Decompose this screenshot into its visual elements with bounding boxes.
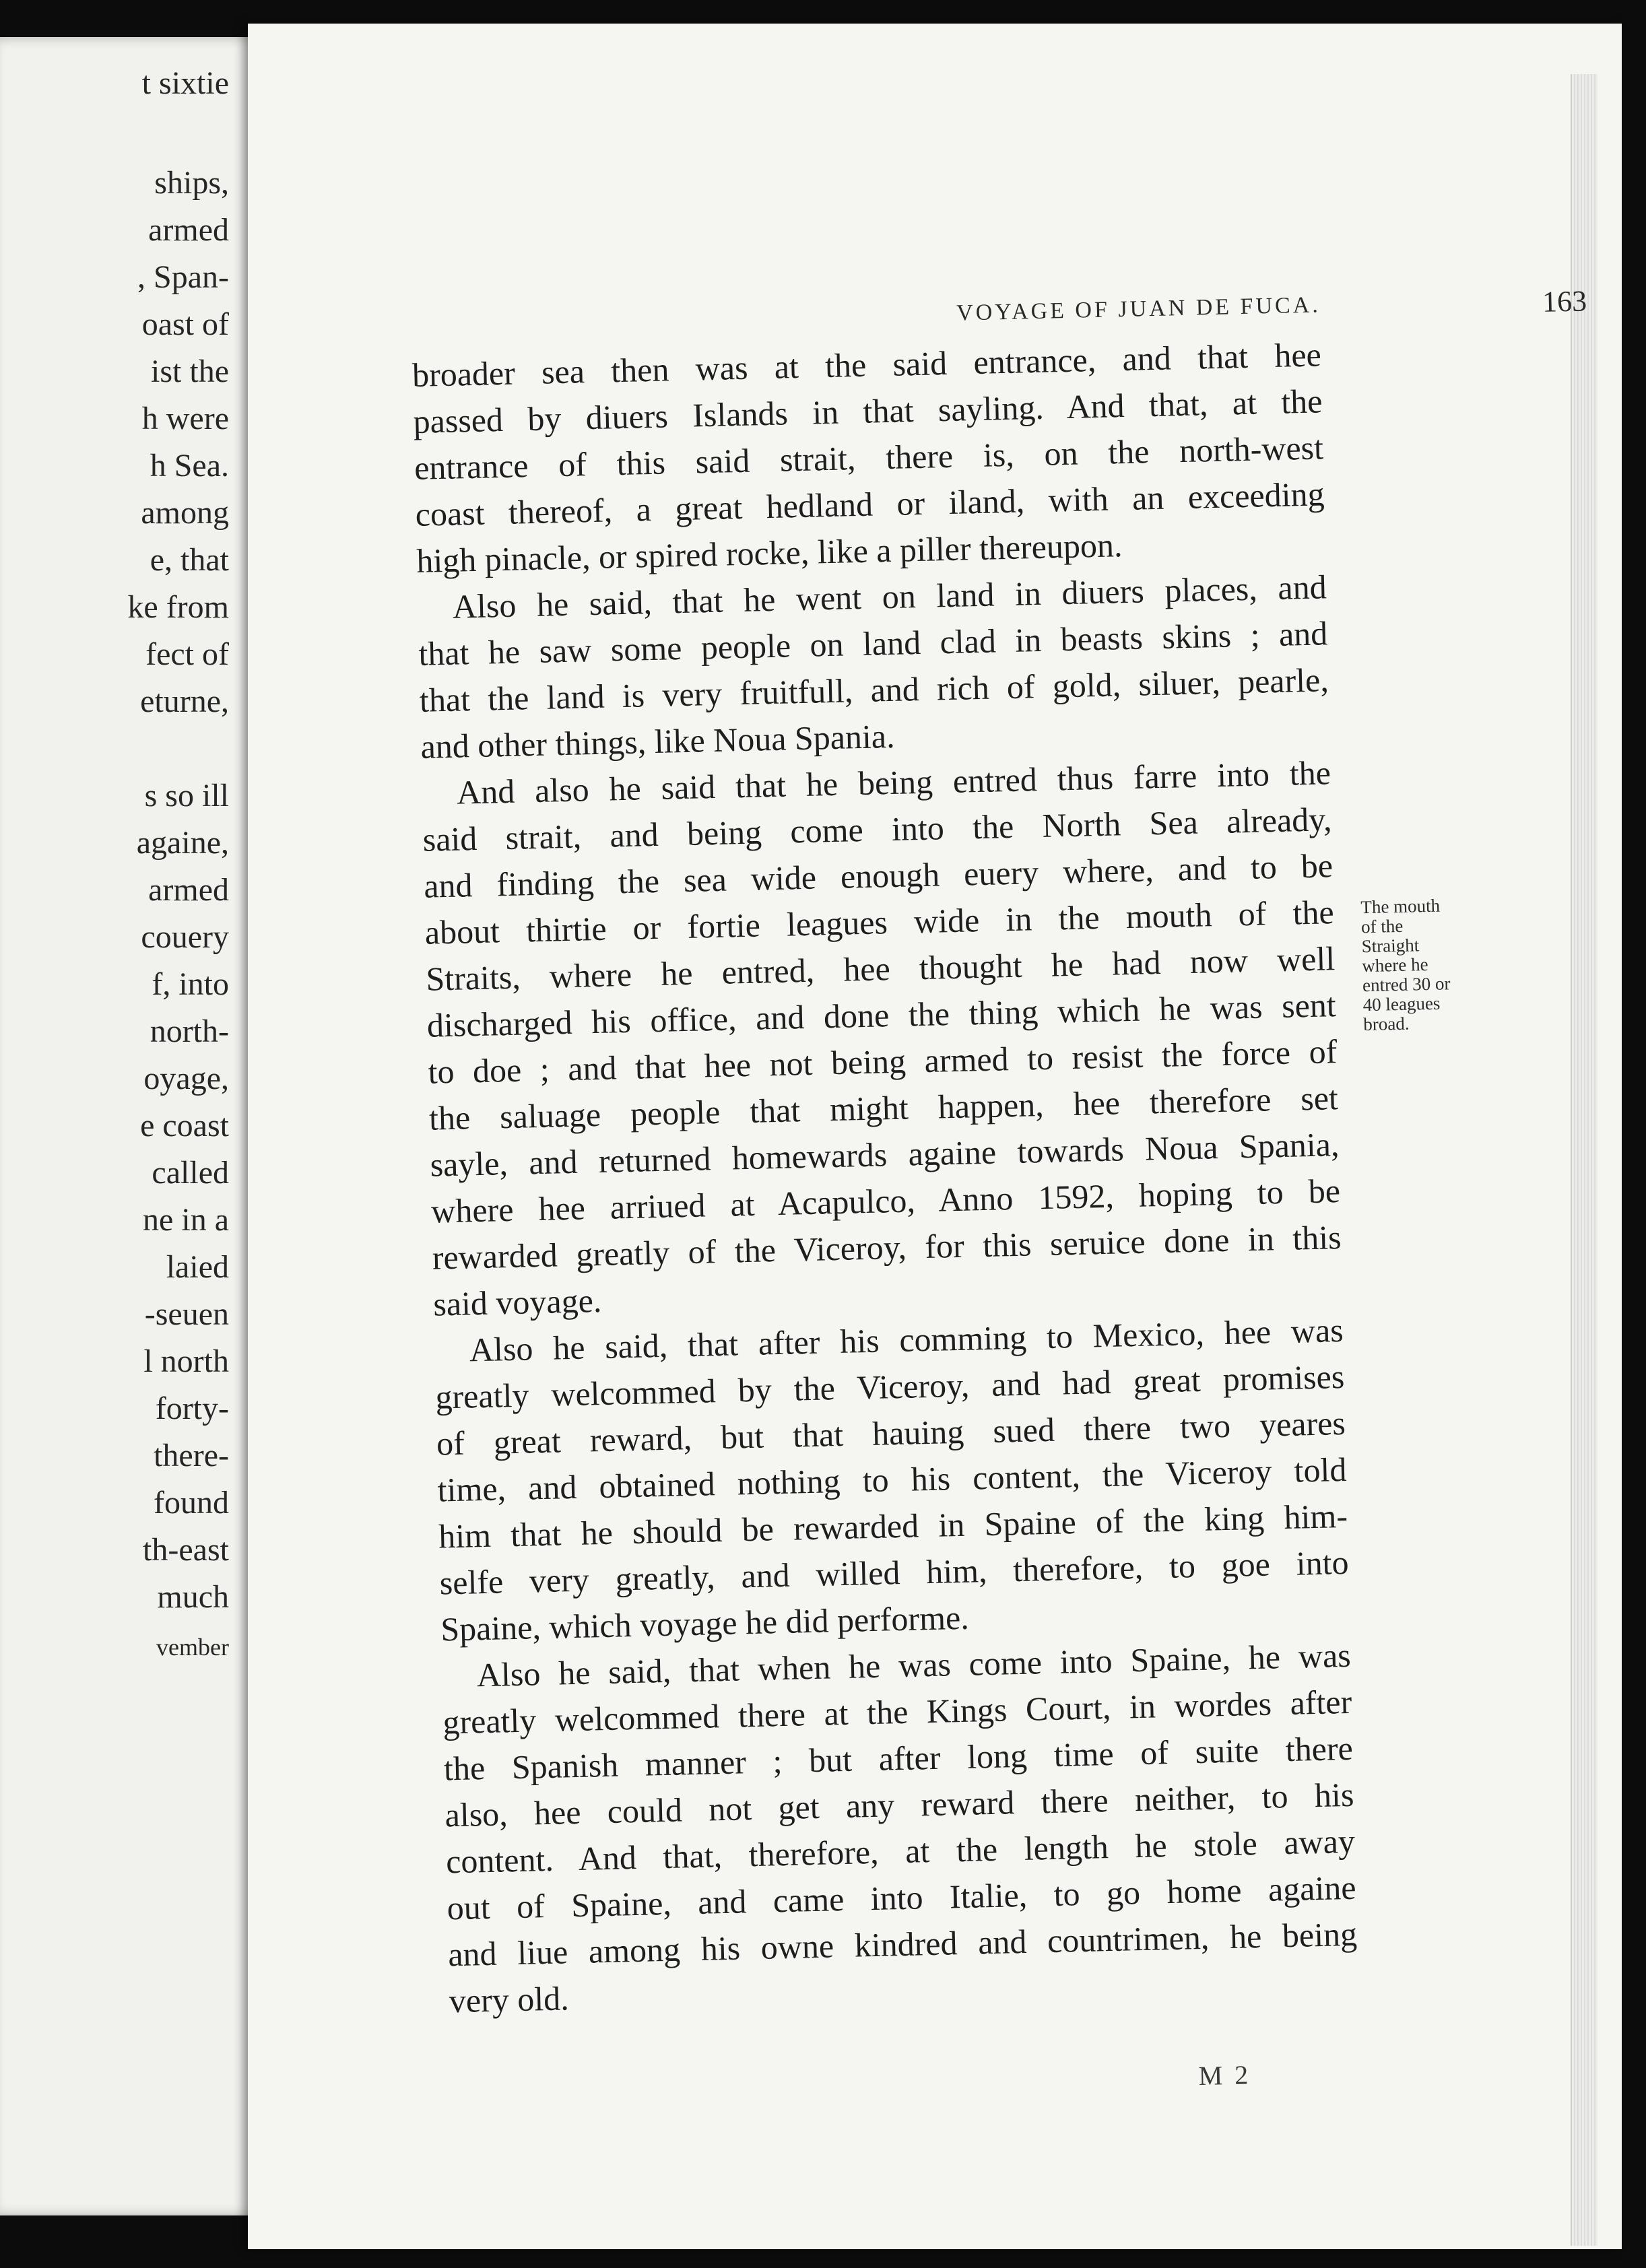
body-line: sayle, and returned homewards againe towards Noua Spania, (430, 1125, 1340, 1184)
page-text-block (411, 284, 1646, 2092)
body-line: Also he said, that after his comming to Mexico, hee was (469, 1310, 1344, 1369)
left-page-line: called (152, 1155, 229, 1191)
body-line: said strait, and being come into the North Sea already, (422, 800, 1333, 859)
left-page-line: e coast (140, 1108, 229, 1143)
body-line: Also he said, that when he was come into Spaine, he was (476, 1636, 1352, 1694)
body-line: entrance of this said strait, there is, on the north-west (414, 428, 1324, 487)
body-line: Also he said, that he went on land in diuers places, and (452, 568, 1327, 626)
body-line: the Spanish manner ; but after long time of suite there (443, 1729, 1354, 1788)
left-page-line: ist the (151, 354, 229, 389)
margin-note-line: Straight (1361, 935, 1420, 957)
left-page-line: t sixtie (141, 65, 229, 101)
left-page-line: ships, (154, 165, 229, 201)
body-line: and finding the sea wide enough euery where, and to be (423, 846, 1334, 905)
left-page-line: vember (156, 1634, 229, 1661)
left-page-line: f, into (152, 966, 229, 1002)
left-page-line: th-east (143, 1532, 229, 1568)
left-page-line: armed (148, 872, 229, 908)
left-page-line: e, that (150, 542, 229, 578)
left-page-line: laied (166, 1249, 229, 1285)
facing-left-page (0, 37, 264, 2215)
body-line: Spaine, which voyage he did performe. (440, 1598, 970, 1648)
left-page-line: found (154, 1485, 229, 1521)
body-line: him that he should be rewarded in Spaine of the king him- (438, 1496, 1348, 1556)
body-line: also, hee could not get any reward there neither, to his (444, 1775, 1354, 1834)
left-page-line: ke from (127, 589, 229, 625)
body-line: Straits, where he entred, hee thought he had now well (425, 939, 1336, 998)
margin-note-line: The mouth (1360, 895, 1441, 918)
left-page-line: oast of (141, 306, 229, 342)
body-line: that the land is very fruitfull, and rich of gold, siluer, pearle, (419, 661, 1329, 719)
left-page-line: among (141, 495, 229, 531)
body-line: greatly welcommed by the Viceroy, and had great promises (434, 1357, 1345, 1416)
margin-note-line: 40 leagues (1362, 993, 1441, 1015)
left-page-line: much (157, 1579, 229, 1615)
body-line: time, and obtained nothing to his content, the Viceroy told (437, 1450, 1347, 1509)
margin-note (1360, 895, 1492, 1034)
body-line: very old. (449, 1979, 570, 2020)
body-line: greatly welcommed there at the Kings Court, in wordes after (442, 1682, 1352, 1741)
left-page-line: againe, (136, 825, 229, 861)
running-head: VOYAGE OF JUAN DE FUCA. (956, 292, 1321, 326)
body-line: coast thereof, a great hedland or iland, with an exceeding (415, 475, 1325, 533)
body-line: and other things, like Noua Spania. (420, 716, 896, 766)
left-page-line: ne in a (143, 1202, 229, 1238)
body-line: high pinacle, or spired rocke, like a piller thereupon. (416, 526, 1123, 580)
body-line: discharged his office, and done the thing which he was sent (426, 986, 1337, 1044)
margin-note-line: of the (1360, 915, 1404, 937)
body-line: selfe very greatly, and willed him, therefore, to goe into (439, 1543, 1350, 1602)
left-page-line: forty- (155, 1391, 229, 1426)
left-page-line: h were (141, 401, 229, 436)
body-line: of great reward, but that hauing sued there two yeares (436, 1403, 1346, 1463)
signature-mark: M 2 (1198, 2059, 1251, 2092)
body-line: to doe ; and that hee not being armed to resist the force of (427, 1032, 1338, 1091)
body-line: passed by diuers Islands in that sayling. And that, at the (413, 382, 1323, 440)
body-line: And also he said that he being entred thus farre into the (456, 754, 1331, 811)
body-line: content. And that, therefore, at the length he stole away (445, 1822, 1356, 1881)
left-page-line: couery (141, 919, 229, 955)
body-line: rewarded greatly of the Viceroy, for this seruice done in this (432, 1218, 1342, 1277)
left-page-line: h Sea. (150, 448, 229, 483)
left-page-line: fect of (145, 636, 229, 672)
left-page-line: , Span- (137, 259, 229, 295)
margin-note-line: where he (1362, 954, 1428, 976)
margin-note-line: entred 30 or (1362, 973, 1451, 996)
body-line: said voyage. (432, 1281, 602, 1323)
body-line: out of Spaine, and came into Italie, to go home againe (447, 1868, 1357, 1927)
left-page-line: north- (150, 1013, 229, 1049)
left-page-line: l north (143, 1343, 229, 1379)
left-page-line: there- (154, 1438, 229, 1473)
book-page (248, 24, 1622, 2249)
body-line: the saluage people that might happen, hee therefore set (428, 1079, 1339, 1137)
left-page-line: oyage, (143, 1061, 229, 1096)
left-page-line: s so ill (144, 778, 229, 813)
body-line: where hee arriued at Acapulco, Anno 1592, hoping to be (430, 1172, 1341, 1230)
left-page-line: eturne, (140, 683, 229, 719)
body-line: that he saw some people on land clad in beasts skins ; and (418, 614, 1328, 673)
body-line: broader sea then was at the said entrance, and that hee (412, 335, 1322, 394)
body-line: about thirtie or fortie leagues wide in the mouth of the (424, 893, 1335, 952)
page-number: 163 (1542, 284, 1587, 319)
left-page-line: -seuen (144, 1296, 229, 1332)
body-line: and liue among his owne kindred and countrimen, he being (447, 1914, 1358, 1974)
margin-note-line: broad. (1362, 1013, 1410, 1035)
left-page-line: armed (148, 212, 229, 248)
